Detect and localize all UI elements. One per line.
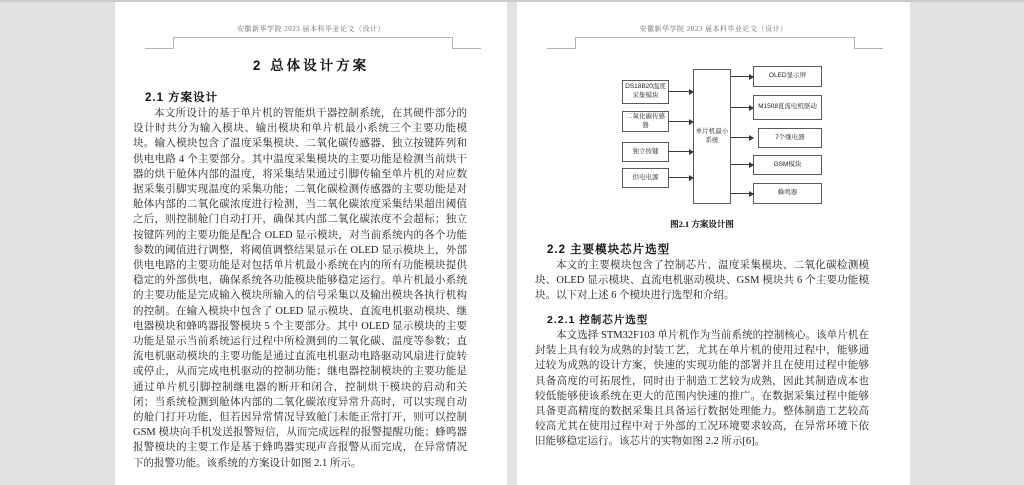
body-paragraph-2-1: 本文所设计的基于单片机的智能烘干器控制系统，在其硬件部分的设计时共分为输入模块、输出模块和单片机最小系统三个主要功能模块。输入模块包含了温度采集模块、二氧化碳传感器、独立按键阵列和供电电路 4 个主要部分。其中温度采集模块的主要功能是检测当前烘干器的烘干舱体内部的温度，将采集结果通过引脚传输至单片机的对应数据采集引脚实现温度的采集功能；二氧化碳检测传感器的主要功能是对舱体内部的二氧化碳浓度进行检测，当二氧化碳浓度采集结果超出阈值之后，则控制舱门自动打开，确保其内部二氧化碳浓度不会超标；独立按键阵列的主要功能是配合 OLED 显示模块，对当前系统内的各个功能参数的阈值进行调整，将阈值调整结果显示在 OLED 显示模块上，外部供电电路的主要功能是对包括单片机最小系统在内的所有功能模块提供稳定的外部供电，确保系统各功能模块能够稳定运行。单片机最小系统的主要功能是完成输入模块所输入的信号采集以及输出模块各执行机构的控制。在输入模块中包含了 OLED 显示模块、直流电机驱动模块、继电器模块和蜂鸣器报警模块 5 个主要部分。其中 OLED 显示模块的主要功能是显示当前系统运行过程中所检测到的二氧化碳、温度等参数；直流电机驱动模块的主要功能是通过直流电机驱动电路驱动风扇进行旋转或停止，从而完成电机驱动的控制功能；继电器控制模块的主要功能是通过单片机引脚控制继电器的断开和闭合，控制烘干模块的启动和关闭；当系统检测到舱体内部的二氧化碳浓度异常升高时，可以实现自动的舱门打开功能，但若因异常情况导致舱门未能正常打开，则可以控制 GSM 模块向手机发送报警短信，从而完成远程的报警提醒功能；蜂鸣器报警模块的主要工作是基于蜂鸣器实现声音报警从而完成，在异常情况下的报警功能。该系统的方案设计如图 2.1 所示。: [133, 108, 467, 469]
section-heading-2-2-1: 2.2.1 控制芯片选型: [547, 314, 649, 326]
section-heading-2-2: 2.2 主要模块芯片选型: [547, 244, 671, 256]
body-paragraph-2-2-1: 本文选择 STM32F103 单片机作为当前系统的控制核心。该单片机在封装上具有较为成熟的封装工艺，尤其在单片机的使用过程中，能够通过较为成熟的设计方案，快速的实现功能的部署并且在使用过程中能够具备高度的可拓展性，同时由于制造工艺较为成熟，因此其制造成本也较低能够使该系统在更大的范围内快速的推广。在数据采集过程中能够具备更高精度的数据采集且具备运行数据处理能力。整体制造工艺较高较高尤其在使用过程中对于外部的工况环境要求较高，在异常环境下依旧能够稳定运行。该芯片的实物如图 2.2 所示[6]。: [535, 330, 869, 448]
arrow-keys-to-mcu: [669, 151, 693, 152]
diagram-box-mcu: 单片机最小系统: [693, 69, 731, 204]
diagram-box-motor-driver: M1508直流电机驱动: [753, 95, 822, 120]
arrow-power-to-mcu: [669, 177, 693, 178]
arrow-mcu-to-motor: [731, 107, 753, 108]
margin-crop-mark-left: [145, 37, 174, 49]
diagram-box-power: 供电电源: [622, 168, 669, 188]
chapter-title: 2 总体设计方案: [252, 58, 370, 73]
running-header: 安徽新华学院 2023 届本科毕业论文（设计）: [639, 25, 788, 33]
margin-crop-mark-right: [854, 37, 883, 49]
arrow-co2-to-mcu: [669, 121, 693, 122]
margin-crop-mark-left: [547, 37, 576, 49]
diagram-box-keys: 独立按键: [622, 142, 669, 162]
running-header: 安徽新华学院 2023 届本科毕业论文（设计）: [237, 25, 385, 33]
diagram-box-relays: 7个继电器: [758, 128, 822, 148]
arrow-mcu-to-buzzer: [731, 193, 753, 194]
arrow-mcu-to-relays: [731, 137, 753, 138]
header-rule: [575, 37, 854, 38]
page-right: [517, 2, 910, 485]
section-heading-2-1: 2.1 方案设计: [145, 92, 219, 104]
diagram-box-oled: OLED显示屏: [753, 66, 822, 87]
diagram-box-gsm: GSM模块: [753, 155, 822, 175]
diagram-box-ds18b20: DS18B20温度采集模块: [622, 80, 669, 104]
diagram-box-co2-sensor: 二氧化碳传感器: [622, 111, 669, 132]
arrow-mcu-to-oled: [731, 76, 753, 77]
body-paragraph-2-2: 本文的主要模块包含了控制芯片、温度采集模块、二氧化碳检测模块、OLED 显示模块、直流电机驱动模块、GSM 模块共 6 个主要功能模块。以下对上述 6 个模块进行选型和介绍。: [535, 260, 869, 302]
page-left: [115, 2, 507, 485]
margin-crop-mark-right: [452, 37, 481, 49]
header-rule: [173, 37, 452, 38]
arrow-mcu-to-gsm: [731, 164, 753, 165]
figure-caption: 图2.1 方案设计图: [670, 219, 734, 229]
diagram-box-buzzer: 蜂鸣器: [753, 183, 822, 204]
arrow-ds18b20-to-mcu: [669, 91, 693, 92]
